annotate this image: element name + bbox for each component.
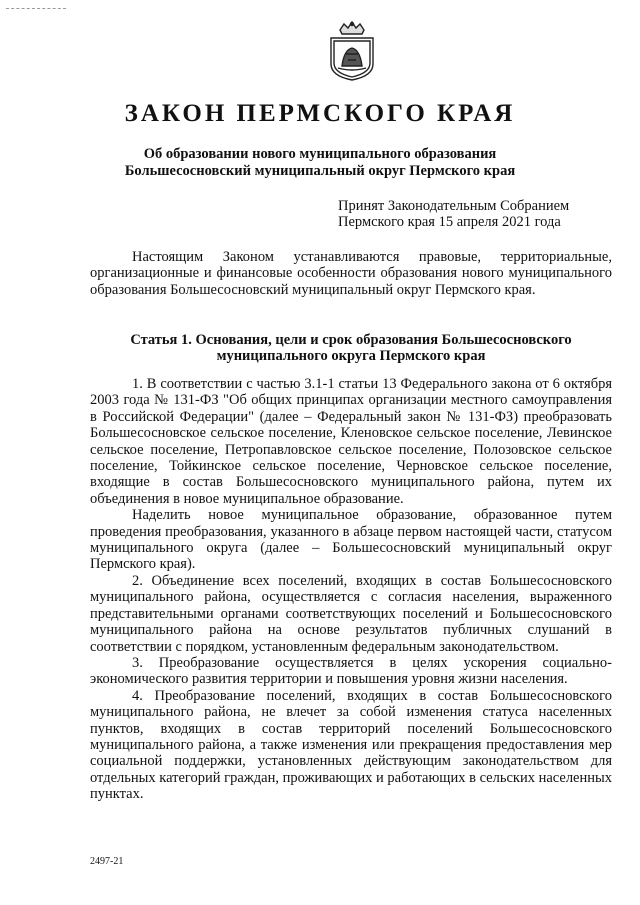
article-paragraph: 2. Объединение всех поселений, входящих в состав Большесосновского муниципального района, осуществляется с согласия населения, выраженного представительными органами соответствующих поселений и Большесосновского муниципального района на основе результатов публичных слушаний в соответствии с порядком, установленным федеральным законодательством. [90, 572, 612, 655]
perm-krai-coat-of-arms-icon [326, 20, 378, 82]
article-paragraph: 3. Преобразование осуществляется в целях ускорения социально-экономического развития территории и повышения уровня жизни населения. [90, 654, 612, 688]
law-subject-line: Большесосновский муниципальный округ Пермского края [124, 163, 516, 179]
article-heading-line: муниципального округа Пермского края [216, 348, 486, 364]
article-paragraph: 1. В соответствии с частью 3.1-1 статьи 13 Федерального закона от 6 октября 2003 года № 131-ФЗ "Об общих принципах организации местного самоуправления в Российской Федерации" (далее – Федеральный закон № 131-ФЗ) преобразовать Большесосновское сельское поселение, Кленовское сельское поселение, Левинское сельское поселение, Петропавловское сельское поселение, Полозовское сельское поселение, Тойкинское сельское поселение, Черновское сельское поселение, входящие в состав Большесосновского муниципального района, путем их объединения в новое муниципальное образование. [90, 376, 612, 507]
article-paragraph: 4. Преобразование поселений, входящих в состав Большесосновского муниципального района, не влечет за собой изменения статуса населенных пунктов, входящих в состав территорий поселений Большесосновского муниципального района, а также изменения или прекращения предоставления мер социальной поддержки, установленных действующим законодательством для отдельных категорий граждан, проживающих и работающих в сельских населенных пунктах. [90, 687, 613, 803]
law-subject [90, 146, 550, 180]
law-subject-line: Об образовании нового муниципального образования [143, 146, 497, 162]
page-top-rule [6, 8, 66, 9]
article-1-body [90, 376, 612, 803]
preamble-paragraph: Настоящим Законом устанавливаются правовые, территориальные, организационные и финансовые особенности образования нового муниципального образования Большесосновский муниципальный округ Пермского края. [90, 249, 612, 298]
document-code: 2497-21 [90, 856, 124, 867]
article-heading-line: Статья 1. Основания, цели и срок образования Большесосновского [130, 332, 572, 348]
adoption-line: Принят Законодательным Собранием [338, 198, 570, 214]
adoption-note [338, 198, 569, 230]
article-paragraph: Наделить новое муниципальное образование, образованное путем проведения преобразования, указанного в абзаце первом настоящей части, статусом муниципального округа (далее – Большесосновский муниципальный округ Пермского края). [90, 507, 612, 573]
article-1-heading [90, 332, 612, 364]
law-title: ЗАКОН ПЕРМСКОГО КРАЯ [124, 100, 516, 127]
adoption-line: Пермского края 15 апреля 2021 года [338, 214, 561, 230]
